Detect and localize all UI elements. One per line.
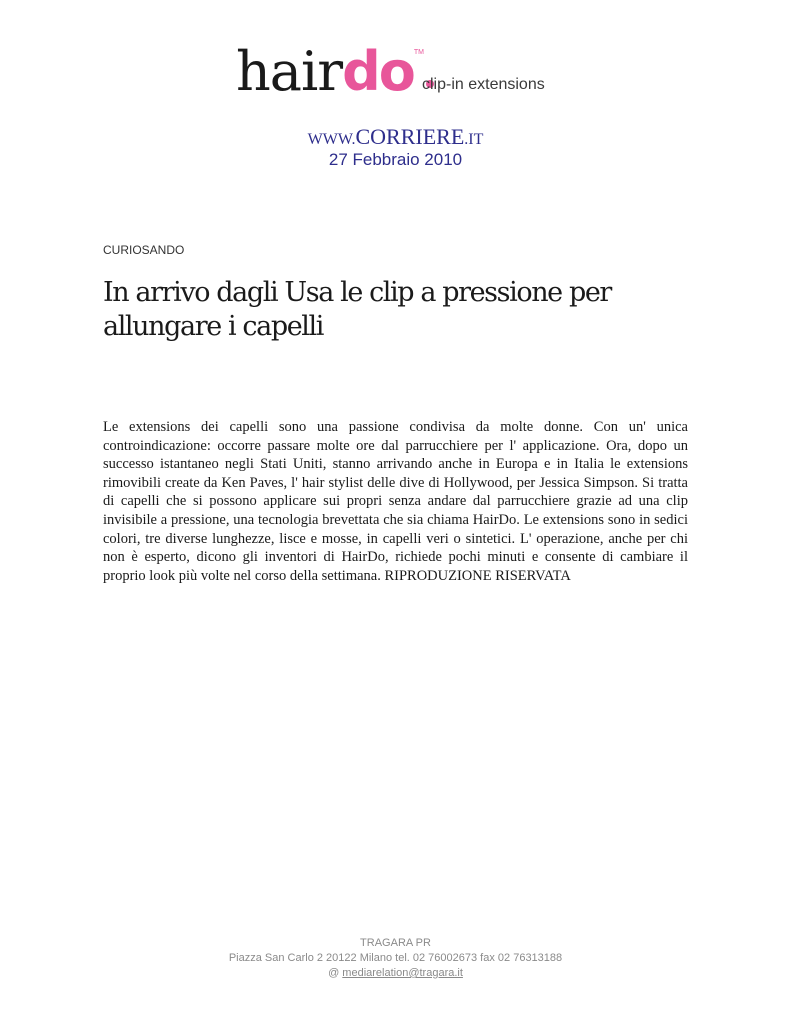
footer-email-line bbox=[0, 966, 791, 981]
footer-address: Piazza San Carlo 2 20122 Milano tel. 02 76002673 fax 02 76313188 bbox=[228, 952, 563, 964]
hairdo-logo bbox=[236, 40, 545, 104]
source-site bbox=[0, 124, 791, 150]
source-prefix: WWW. bbox=[307, 131, 356, 148]
logo-tagline: clip-in extensions bbox=[422, 76, 545, 93]
logo-brand-do: do bbox=[342, 40, 414, 103]
logo-trademark: TM bbox=[413, 49, 424, 56]
footer bbox=[0, 936, 791, 981]
source-suffix: .IT bbox=[464, 131, 484, 148]
section-label: CURIOSANDO bbox=[103, 243, 185, 257]
footer-email-link[interactable]: mediarelation@tragara.it bbox=[342, 967, 463, 979]
article-body: Le extensions dei capelli sono una passione condivisa da molte donne. Con un' unica controindicazione: occorre passare molte ore dal parrucchiere per l' applicazione. Ora, dopo un successo istantaneo negli Stati Uniti, stanno arrivando anche in Europa e in Italia le extensions rimovibili create da Ken Paves, l' hair stylist delle dive di Hollywood, per Jessica Simpson. Si tratta di capelli che si possono applicare sui propri senza andare dal parrucchiere grazie ad una clip invisibile a pressione, una tecnologia brevettata che sia chiama HairDo. Le extensions sono in sedici colori, tre diverse lunghezze, lisce e mosse, in capelli veri o sintetici. L' operazione, anche per chi non è esperto, dicono gli inventori di HairDo, richiede pochi minuti e consente di cambiare il proprio look più volte nel corso della settimana. RIPRODUZIONE RISERVATA bbox=[103, 419, 688, 584]
logo-brand-hair: hair bbox=[236, 40, 343, 103]
article-headline: In arrivo dagli Usa le clip a pressione per allungare i capelli bbox=[103, 277, 611, 342]
footer-email-prefix: @ bbox=[328, 967, 340, 979]
publication-date: 27 Febbraio 2010 bbox=[328, 150, 463, 169]
footer-company: TRAGARA PR bbox=[360, 937, 431, 949]
source-name: CORRIERE bbox=[355, 124, 465, 149]
